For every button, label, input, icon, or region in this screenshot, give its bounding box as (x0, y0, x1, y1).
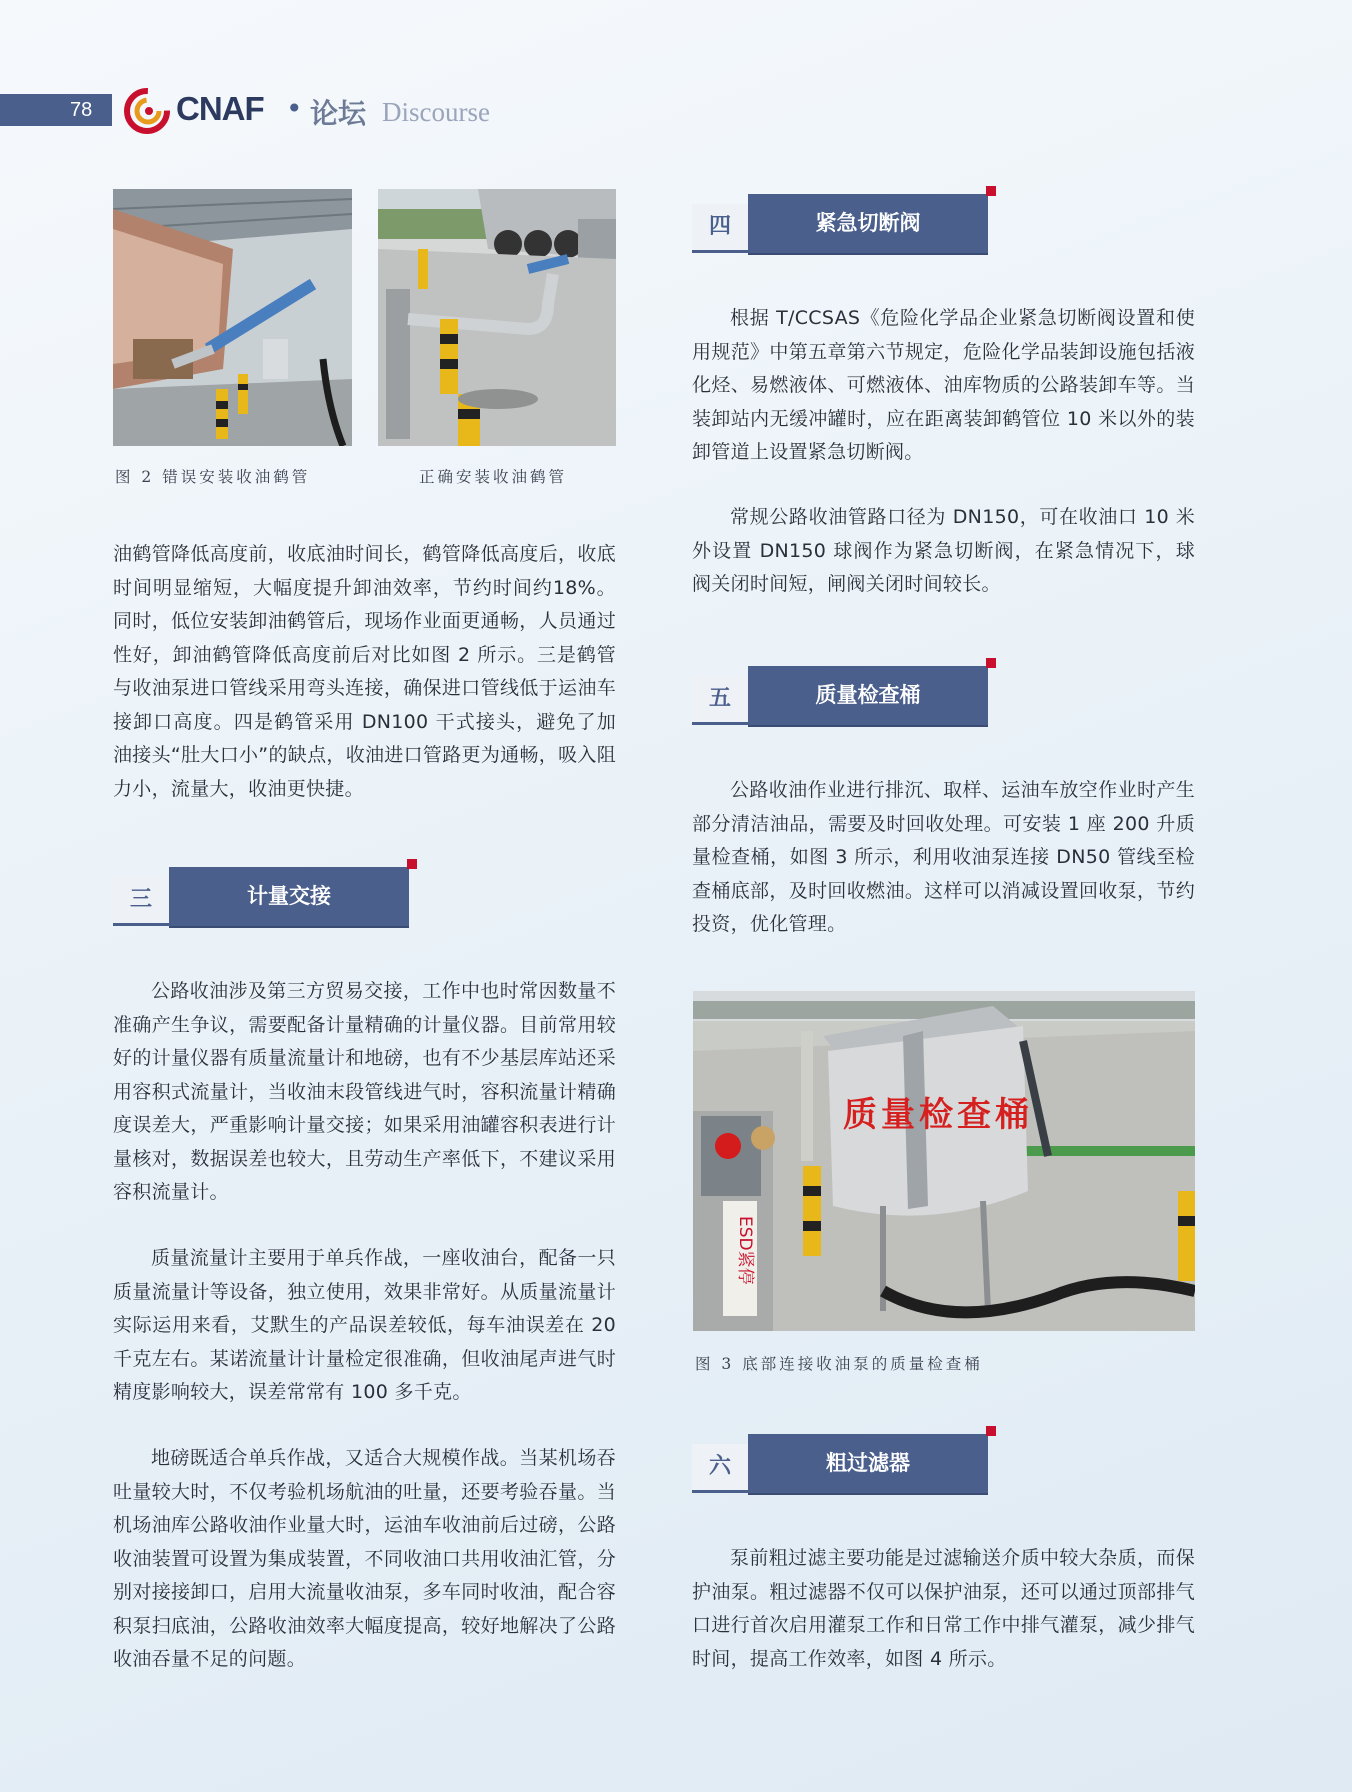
section3-heading (113, 867, 409, 931)
section5-number: 五 (708, 686, 731, 711)
section3-corner-marker (407, 859, 417, 869)
section3-title: 计量交接 (247, 884, 331, 908)
section6-number: 六 (708, 1454, 731, 1479)
section3-paragraph-3: 地磅既适合单兵作战，又适合大规模作战。当某机场吞吐量较大时，不仅考验机场航油的吐量，还要考验吞量。当机场油库公路收油作业量大时，运油车收油前后过磅，公路收油装置可设置为集成装置，不同收油口共用收油汇管，分别对接接卸口，启用大流量收油泵，多车同时收油，配合容积泵扫底油，公路收油效率大幅度提高，较好地解决了公路收油吞量不足的问题。 (113, 1447, 616, 1670)
intro-paragraph: 油鹤管降低高度前，收底油时间长，鹤管降低高度后，收底时间明显缩短，大幅度提升卸油效率，节约时间约18%。同时，低位安装卸油鹤管后，现场作业面更通畅，人员通过性好，卸油鹤管降低高度前后对比如图 2 所示。三是鹤管与收油泵进口管线采用弯头连接，确保进口管线低于运油车接卸口高度。四是鹤管采用 DN100 干式接头，避免了加油接头“肚大口小”的缺点，收油进口管路更为通畅，吸入阻力小，流量大，收油更快捷。 (113, 543, 616, 800)
figure2-caption-left: 图 2 错误安装收油鹤管 (115, 468, 311, 486)
section3-paragraph-1: 公路收油涉及第三方贸易交接，工作中也时常因数量不准确产生争议，需要配备计量精确的计量仪器。目前常用较好的计量仪器有质量流量计和地磅，也有不少基层库站还采用容积式流量计，当收油末段管线进气时，容积流量计精确度误差大，严重影响计量交接；如果采用油罐容积表进行计量核对，数据误差也较大，且劳动生产率低下，不建议采用容积流量计。 (113, 980, 616, 1203)
cnaf-logo-icon (124, 88, 170, 134)
section-name-cn: 论坛 (310, 97, 367, 130)
header-separator: • (286, 92, 303, 125)
section4-title: 紧急切断阀 (815, 211, 921, 235)
section5-title: 质量检查桶 (815, 683, 921, 707)
figure2-correct-photo (378, 189, 616, 446)
section5-paragraph-1: 公路收油作业进行排沉、取样、运油车放空作业时产生部分清洁油品，需要及时回收处理。可安装 1 座 200 升质量检查桶，如图 3 所示，利用收油泵连接 DN50 管线至检查桶底部，及时回收燃油。这样可以消减设置回收泵，节约投资，优化管理。 (692, 779, 1195, 935)
section-name-en: Discourse (382, 97, 490, 127)
header-bar (0, 94, 112, 126)
section5-heading (692, 666, 988, 730)
figure2-wrong-photo (113, 189, 352, 446)
tank-label: 质量检查桶 (843, 1095, 1033, 1135)
section3-paragraph-2: 质量流量计主要用于单兵作战，一座收油台，配备一只质量流量计等设备，独立使用，效果非常好。从质量流量计实际运用来看，艾默生的产品误差较低，每车油误差在 20 千克左右。某诺流量计计量检定很准确，但收油尾声进气时精度影响较大，误差常常有 100 多千克。 (113, 1247, 616, 1403)
page-number: 78 (70, 99, 93, 121)
section6-corner-marker (986, 1426, 996, 1436)
section4-heading (692, 194, 988, 258)
section6-title: 粗过滤器 (826, 1451, 910, 1475)
section4-paragraph-1: 根据 T/CCSAS《危险化学品企业紧急切断阀设置和使用规范》中第五章第六节规定，危险化学品装卸设施包括液化烃、易燃液体、可燃液体、油库物质的公路装卸车等。当装卸站内无缓冲罐时，应在距离装卸鹤管位 10 米以外的装卸管道上设置紧急切断阀。 (692, 307, 1195, 463)
figure3-caption: 图 3 底部连接收油泵的质量检查桶 (695, 1355, 983, 1373)
section5-corner-marker (986, 658, 996, 668)
brand-name: CNAF (176, 90, 264, 127)
section3-number: 三 (129, 887, 152, 912)
section4-paragraph-2: 常规公路收油管路口径为 DN150，可在收油口 10 米外设置 DN150 球阀作为紧急切断阀，在紧急情况下，球阀关闭时间短，闸阀关闭时间较长。 (692, 506, 1195, 595)
section4-corner-marker (986, 186, 996, 196)
section6-heading (692, 1434, 988, 1498)
esd-label: ESD紧停 (735, 1216, 755, 1285)
section6-paragraph-1: 泵前粗过滤主要功能是过滤输送介质中较大杂质，而保护油泵。粗过滤器不仅可以保护油泵，还可以通过顶部排气口进行首次启用灌泵工作和日常工作中排气灌泵，减少排气时间，提高工作效率，如图 4 所示。 (692, 1547, 1195, 1670)
figure2-caption-right: 正确安装收油鹤管 (419, 468, 568, 486)
figure3-photo (693, 991, 1195, 1331)
section4-number: 四 (708, 214, 731, 239)
